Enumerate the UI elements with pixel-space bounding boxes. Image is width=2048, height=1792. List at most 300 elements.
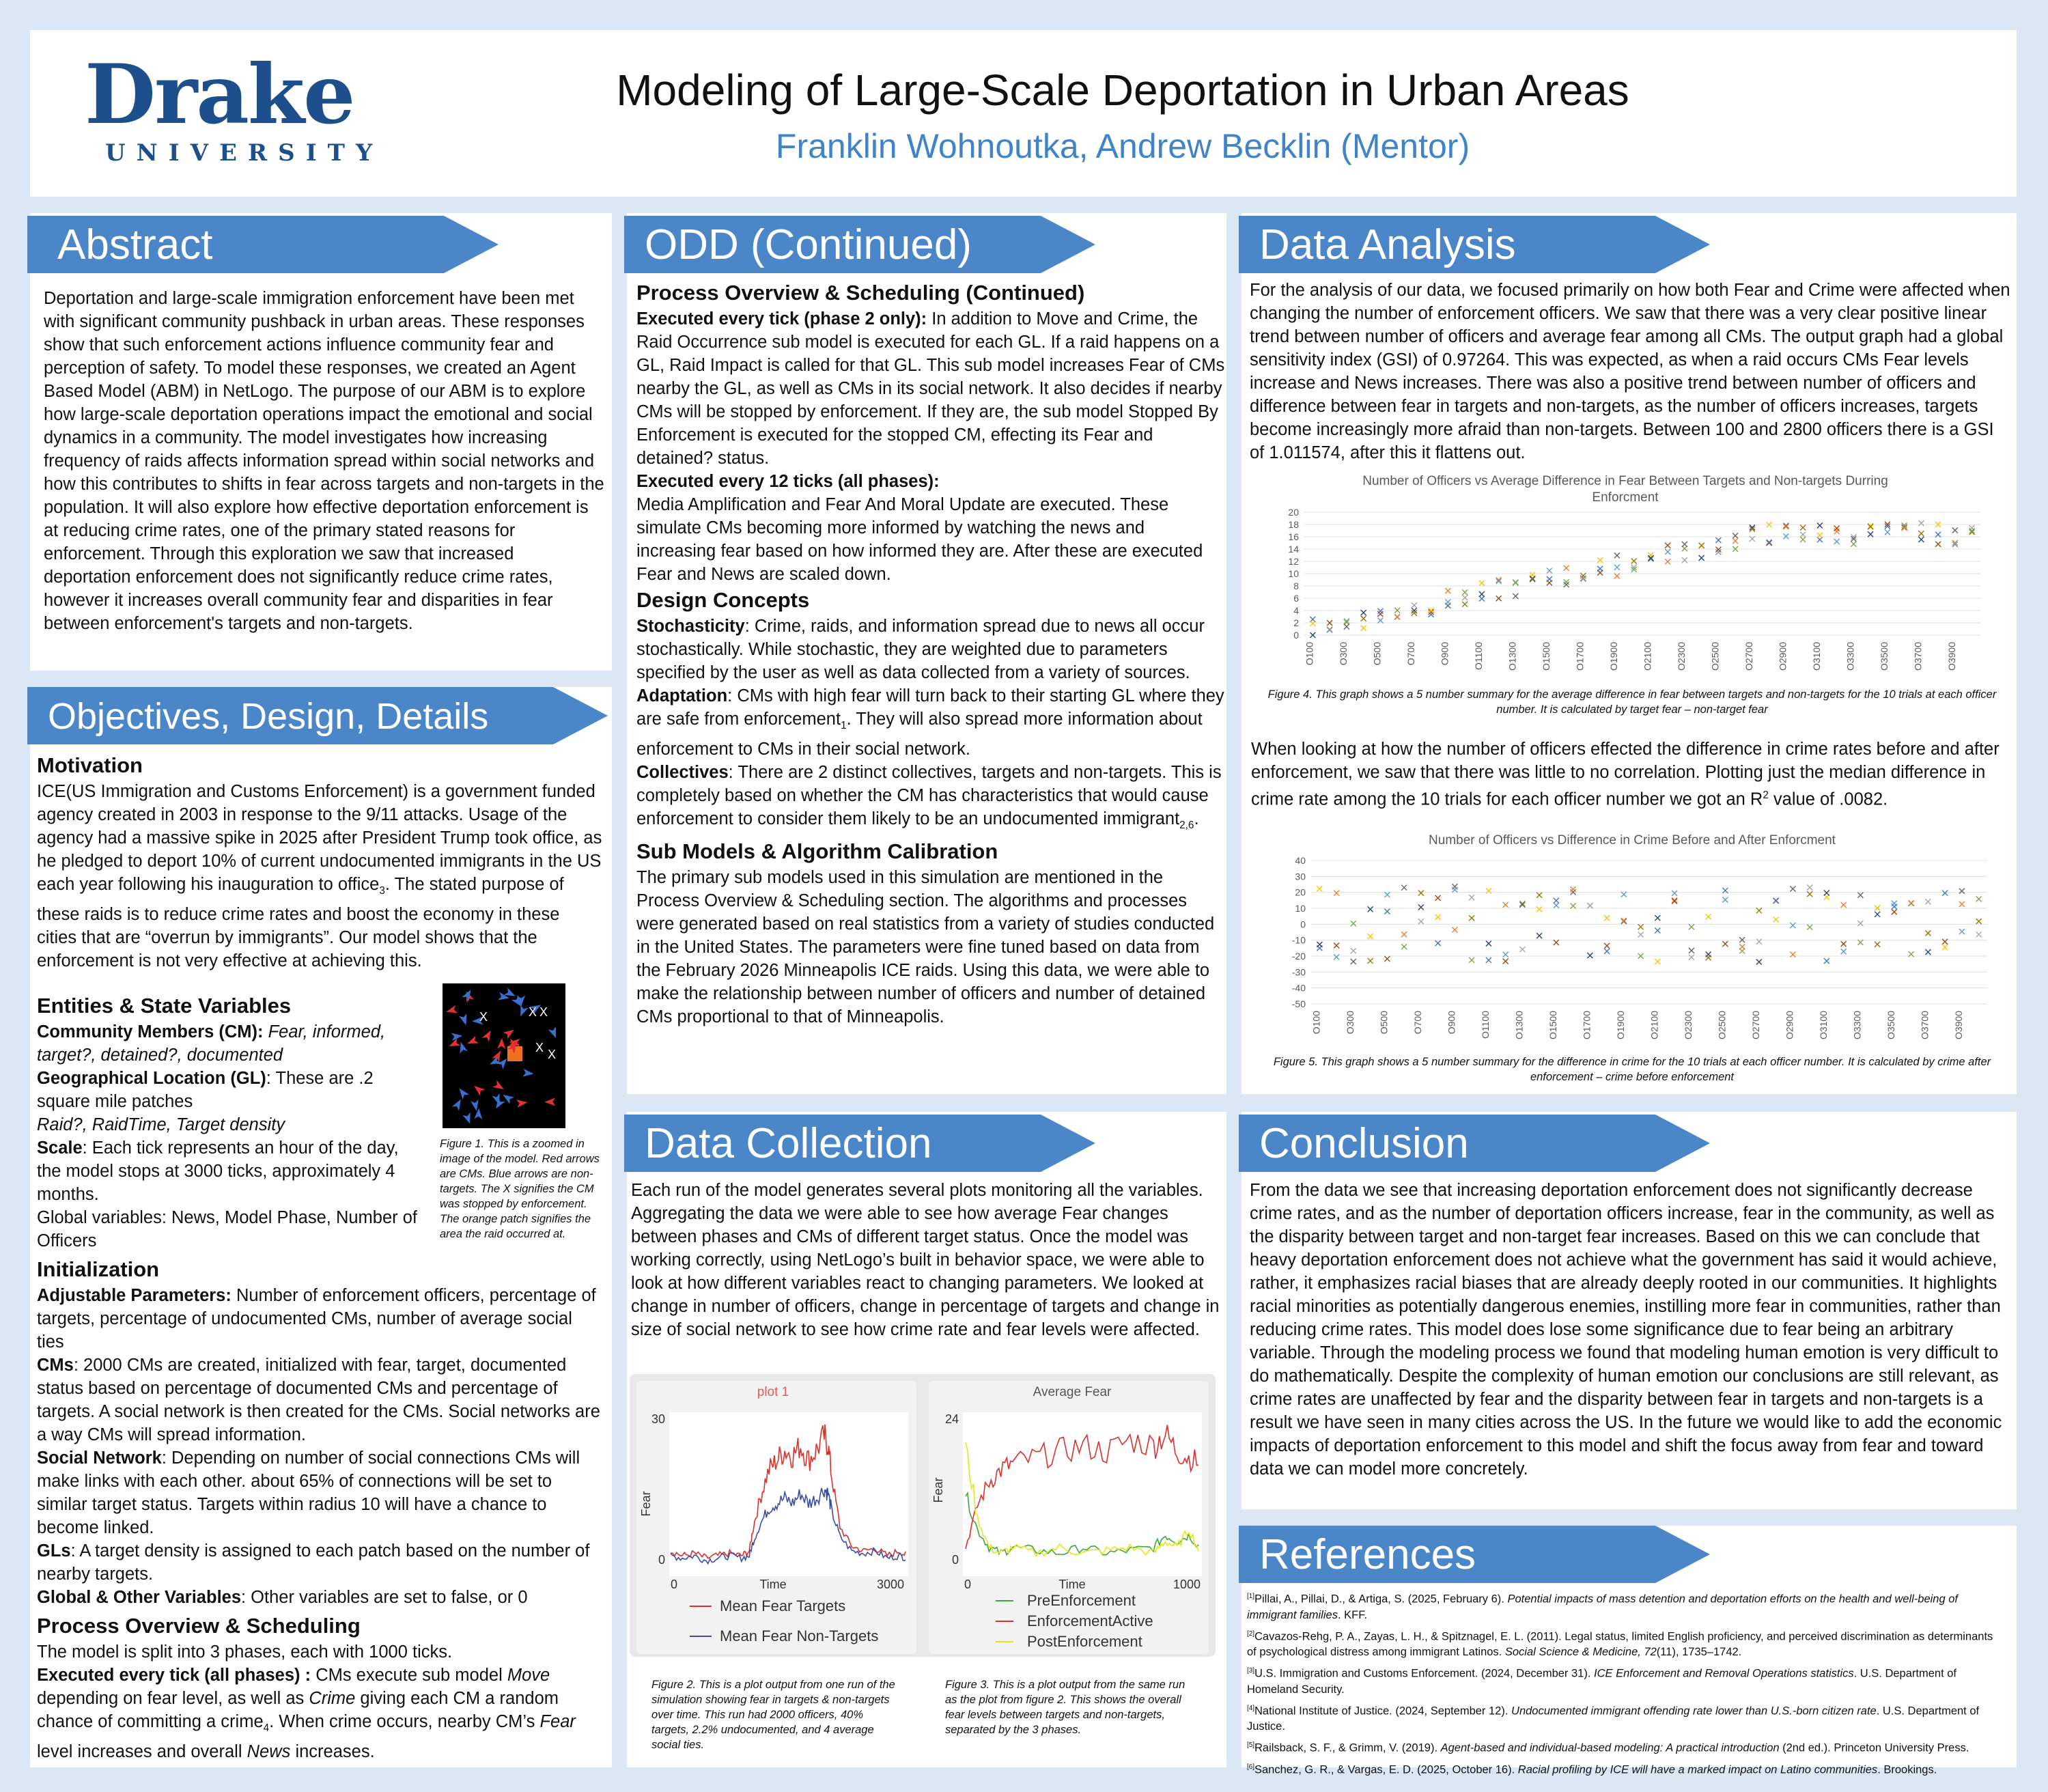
data-point [1580,576,1586,582]
data-point [1841,941,1847,947]
odd-stoch-text: : Crime, raids, and information spread due to news all occur stochastically. While stochastic, they are weighted due to parameters specified by the user as well as data collected from a variety of sources. [636,617,1205,682]
references-heading: References [1259,1531,1476,1578]
data-point [1976,919,1982,924]
data-point [1918,531,1924,536]
x-tick-label: O3300 [1851,1011,1863,1040]
x-tick-label: O2700 [1750,1011,1761,1040]
every-text-3: giving each CM a random chance of committing a crime [37,1689,559,1731]
data-point [1361,616,1366,621]
y-tick-label: 8 [1293,580,1299,591]
conclusion-heading: Conclusion [1259,1120,1469,1167]
y-tick-label: 12 [1288,556,1299,567]
scale-label: Scale [37,1138,83,1158]
stopped-marker: X [547,1048,557,1061]
data-point [1672,897,1677,903]
data-point [1486,957,1491,963]
data-point [1394,614,1400,619]
y-tick-label: 30 [1295,871,1306,882]
entities-heading: Entities & State Variables [37,994,292,1018]
x-tick-label: O500 [1378,1011,1390,1035]
data-point [1317,942,1322,947]
data-point [1638,932,1644,938]
data-point [1841,949,1847,954]
data-point [1969,525,1975,531]
data-point [1909,900,1914,906]
odd-p12-label: Executed every 12 ticks (all phases) [636,472,934,491]
y-tick-label: 4 [1293,605,1299,616]
data-point [1621,918,1627,923]
data-point [1935,542,1941,547]
data-point [1614,574,1620,579]
y-tick-label: 40 [1295,855,1306,866]
reference-source: (2nd ed.). Princeton University Press. [1779,1741,1969,1754]
data-point [1537,933,1542,938]
x-tick-label: O1700 [1574,642,1586,671]
reference-number: [3] [1247,1667,1254,1675]
x-tick-label: O3900 [1952,1011,1964,1040]
data-point [1817,523,1823,529]
every-label: Executed every tick (all phases) : [37,1666,311,1685]
data-point [1942,939,1948,944]
data-point [1479,591,1485,597]
data-point [1519,947,1525,952]
logo-sub: UNIVERSITY [105,139,384,167]
data-point [1469,895,1474,900]
data-analysis-heading: Data Analysis [1259,221,1516,268]
x-tick-label: O3100 [1810,642,1822,671]
analysis-sup: 2 [1763,789,1769,801]
data-point [1699,543,1705,548]
x-tick-label: O3100 [1817,1011,1829,1040]
abstract-panel [30,213,612,671]
gl-label: Geographical Location (GL) [37,1069,266,1088]
data-point [1401,932,1407,937]
data-point [1554,898,1559,904]
figure-3-plot [929,1381,1209,1654]
y-tick-label: 16 [1288,531,1299,542]
data-point [1885,529,1890,535]
data-point [1614,565,1620,570]
figure-2-plot [636,1381,916,1654]
drake-logo [85,46,384,180]
data-point [1834,526,1840,531]
odd-p2-label: Executed every tick (phase 2 only): [636,309,927,328]
data-point [1706,955,1711,960]
x-tick-label: O3900 [1946,642,1957,671]
x-tick-label: O2300 [1675,642,1687,671]
data-point [1384,956,1390,962]
data-point [1648,555,1653,561]
odd-adapt-text-2: . They will also spread more information about enforcement to CMs in their social network. [636,710,1203,759]
data-point [1564,565,1569,571]
data-point [1824,958,1829,964]
data-point [1334,942,1339,948]
y-tick-label: 14 [1288,544,1299,555]
data-point [1682,542,1687,547]
data-point [1519,902,1525,908]
figure-3-caption: Figure 3. This is a plot output from the same run as the plot from figure 2. This shows the overall fear levels between targets and non-targets, separated by the 3 phases. [945,1679,1186,1736]
data-analysis-text-1: For the analysis of our data, we focused primarily on how both Fear and Crime were affected when changing the number of enforcement officers. We saw that there was a very clear positive linear trend between number of officers and average fear among all CMs. The output graph had a global sensitivity index (GSI) of 0.97264. This was expected, as when a raid occurs CMs Fear levels increase and News increases. There was also a positive trend between number of officers and difference between fear in targets and non-targets, as the number of officers increases, targets become increasingly more afraid than non-targets. Between 100 and 2800 officers there is a GSI of 1.011574, after this it flattens out. [1250,281,2010,462]
data-point [1344,624,1349,630]
every-news: News [247,1742,291,1762]
chart-4-title-line-1: Number of Officers vs Average Difference in Fear Between Targets and Non-targets Durring [1362,474,1888,488]
data-point [1462,595,1468,600]
data-point [1857,893,1863,898]
x-tick-label: O700 [1412,1011,1423,1035]
data-point [1435,940,1441,946]
data-point [1942,891,1948,896]
data-point [1925,949,1931,955]
odd-coll-label: Collectives [636,763,729,783]
x-tick-label: O100 [1304,642,1315,666]
figure-2-caption: Figure 2. This is a plot output from one run of the simulation showing fear in targets & non-targets over time. This run had 2000 officers, 40% targets, 2.2% undocumented, and 4 average social ties. [651,1679,895,1751]
data-point [1655,959,1660,964]
data-point [1452,884,1457,889]
adj-text: Number of enforcement officers, percentage of targets, percentage of undocumented CMs, number of average social ties [37,1286,596,1352]
references-list [1247,1588,2005,1780]
adj-label: Adjustable Parameters: [37,1286,232,1305]
every-text-2: depending on fear level, as well as [37,1689,309,1708]
odd-coll-text: : There are 2 distinct collectives, targets and non-targets. This is completely based on whether the CM has characteristics that would cause enforcement to consider them likely to be an undocumented immigrant [636,763,1222,829]
data-point [1773,917,1779,923]
reference-number: [6] [1247,1763,1254,1771]
reference-number: [1] [1247,1593,1254,1600]
stopped-marker: X [539,1005,548,1019]
data-point [1959,901,1965,907]
data-point [1857,921,1863,926]
stopped-marker: X [479,1010,488,1024]
x-tick-label: O1300 [1506,642,1518,671]
conclusion-text: From the data we see that increasing deportation enforcement does not significantly decrease crime rates, and as the number of deportation officers increase, fear in the community, as well as the disparity between target and non-target fear increases. Based on this we can conclude that heavy deportation enforcement does not achieve what the government has said it would achieve, rather, it emphasizes racial biases that are already deeply rooted in our communities. It highlights racial minorities as potentially dangerous enemies, instilling more fear in communities, rather than reducing crime rates. This model does lose some significance due to fear being an arbitrary variable. Through the modeling process we found that modeling human emotion is very difficult to do mathematically. Despite the complexity of human emotion our conclusions are still relevant, as crime rates are unaffected by fear and the disparity between fear in targets and non-targets is a result we have seen in many cities across the US. In the future we would like to add the economic impacts of deportation enforcement to this model and shift the focus away from fear and toward data we can model more concretely. [1250,1181,2002,1479]
y-tick-label: 2 [1293,617,1299,628]
x-tick-label: O700 [1405,642,1416,666]
data-point [1655,927,1660,933]
data-point [1892,909,1897,914]
data-point [1665,543,1670,548]
reference-source: (11), 1735–1742. [1656,1646,1742,1658]
x-tick-label: O1900 [1614,1011,1626,1040]
data-point [1918,520,1924,526]
data-point [1469,957,1474,963]
motivation-text-2: . The stated purpose of these raids is to reduce crime rates and boost the economy in these cities that are “overrun by immigrants”. Our model shows that the enforcement is not very effective at achieving this. [37,875,564,971]
data-point [1519,901,1525,906]
gov-label: Global & Other Variables [37,1588,242,1607]
x-tick-label: O300 [1337,642,1349,666]
data-point [1418,919,1424,924]
data-point [1368,958,1373,964]
poster-header [30,30,2017,197]
data-point [1435,914,1441,920]
reference-source: . U.S. Department of Justice. [1247,1705,1980,1733]
y-tick-label: 6 [1293,593,1299,604]
data-point [1918,537,1924,542]
data-point [1976,932,1982,937]
data-point [1834,539,1840,544]
data-point [1682,557,1687,563]
every-crime: Crime [309,1689,356,1708]
data-point [1368,906,1373,912]
data-point [1571,904,1576,909]
reference-number: [5] [1247,1741,1254,1749]
data-point [1334,954,1339,960]
reference-authors: Sanchez, G. R., & Vargas, E. D. (2025, October 16). [1254,1763,1518,1776]
data-point [1351,948,1356,953]
data-point [1401,944,1407,949]
data-point [1925,930,1931,936]
data-point [1462,589,1468,595]
reference-title: Agent-based and individual-based modeling: A practical introduction [1440,1741,1780,1754]
data-point [1445,588,1450,593]
chart-4-title-line-2: Enforcment [1592,490,1659,505]
data-point [1952,527,1958,533]
odd-p12-text: Media Amplification and Fear And Moral Update are executed. These simulate CMs becoming more informed by watching the news and increasing fear based on how informed they are. After these are executed Fear and News are scaled down. [636,495,1203,584]
data-point [1604,915,1610,921]
data-collection-heading: Data Collection [645,1120,932,1167]
data-point [1587,953,1593,958]
data-point [1530,576,1535,581]
plot-2-xmax: 1000 [1173,1578,1201,1591]
data-point [1902,525,1907,531]
every-fear: Fear [539,1712,576,1731]
data-point [1868,531,1873,537]
plot-1-ymax: 30 [651,1412,665,1426]
objectives-entities: Entities & State Variables Community Members (CM): Fear, informed, target?, detained?, documented Geographical Location (GL): These are .2 square mile patches Raid?, RaidTime, Target density Scale: Each tick represents an hour of the day, the model stops at 3000 ticks, approximately 4 months. Global variables: News, Model Phase, Number of Officers [37,992,426,1252]
x-tick-label: O2900 [1784,1011,1795,1040]
chart-5-title: Number of Officers vs Difference in Crime Before and After Enforcment [1429,833,1836,848]
reference-source: . Brookings. [1877,1763,1937,1776]
data-point [1783,533,1789,539]
objectives-heading: Objectives, Design, Details [48,696,489,737]
data-point [1368,934,1373,939]
cms-text: : 2000 CMs are created, initialized with fear, target, documented status based on percentage of documented CMs and percentage of targets. A social network is then created for the CMs. Social networks are a way CMs will spread information. [37,1356,600,1444]
data-point [1824,891,1829,896]
data-point [1942,944,1948,950]
data-point [1377,611,1383,617]
plot-2-legend-pre: PreEnforcement [1027,1592,1136,1609]
data-point [1479,580,1485,586]
plot-1-ymin: 0 [658,1553,665,1567]
data-point [1722,897,1728,902]
data-point [1648,552,1653,558]
data-point [1351,921,1356,926]
gl-vars: Raid?, RaidTime, Target density [37,1115,285,1134]
odd-coll-cite: 2,6 [1179,820,1194,832]
data-point [1665,549,1670,555]
data-point [1327,627,1332,632]
reference-item [1247,1626,2005,1661]
data-point [1384,909,1390,914]
data-point [1537,893,1542,898]
data-point [1834,529,1840,534]
data-point [1807,925,1812,930]
reference-authors: Railsback, S. F., & Grimm, V. (2019). [1254,1741,1441,1754]
data-point [1452,887,1457,893]
reference-authors: National Institute of Justice. (2024, September 12). [1254,1705,1512,1717]
data-point [1604,949,1610,954]
data-point [1715,547,1721,552]
data-point [1462,602,1468,607]
data-point [1706,914,1711,919]
plot-2-ylabel: Fear [931,1477,945,1503]
data-point [1554,940,1559,945]
reference-title: Potential impacts of mass detention and deportation efforts on the health and well-being of immigrant families [1247,1593,1958,1621]
data-point [1756,908,1762,913]
x-tick-label: O2500 [1709,642,1721,671]
data-analysis-text-2 [1251,738,2002,811]
data-point [1733,533,1738,538]
data-point [1817,533,1823,538]
odd-adapt-text: : CMs with high fear will turn back to their starting GL where they are safe from enforcement [636,686,1224,729]
y-tick-label: 0 [1300,919,1306,930]
data-point [1597,557,1603,563]
reference-authors: Pillai, A., Pillai, D., & Artiga, S. (2025, February 6). [1254,1593,1508,1606]
plot-2-ymin: 0 [951,1553,959,1567]
x-tick-label: O1100 [1472,642,1484,670]
reference-number: [4] [1247,1704,1254,1712]
data-point [1715,537,1721,543]
x-tick-label: O2300 [1682,1011,1694,1040]
every-cite: 4 [263,1722,270,1735]
data-point [1689,924,1694,929]
data-point [1377,618,1383,624]
data-point [1445,599,1450,604]
data-point [1587,903,1593,908]
every-text-1: CMs execute sub model [311,1666,507,1685]
x-tick-label: O3500 [1878,642,1890,671]
x-tick-label: O900 [1439,642,1450,666]
figure-1-model-image [443,983,565,1128]
plot-1-ylabel: Fear [639,1491,653,1517]
data-point [1699,555,1705,561]
odd-design-heading: Design Concepts [636,588,810,612]
reference-title: Racial profiling by ICE will have a marked impact on Latino communities [1517,1763,1878,1776]
data-point [1401,885,1407,891]
plot-2-ymax: 24 [944,1412,959,1426]
data-point [1875,912,1880,917]
gov-text: : Other variables are set to false, or 0 [241,1588,528,1607]
plot-1-xlabel: Time [759,1578,787,1591]
data-point [1841,902,1847,908]
data-point [1767,540,1772,545]
y-tick-label: 10 [1295,903,1306,914]
y-tick-label: 10 [1288,568,1299,579]
y-tick-label: 0 [1293,630,1299,641]
data-point [1868,523,1873,529]
x-tick-label: O1100 [1479,1011,1491,1039]
data-point [1733,538,1738,544]
sn-text: : Depending on number of social connections CMs will make links with each other. about 65% of connections will be set to similar target status. Targets within radius 10 will have a chance to become linked. [37,1448,580,1537]
stopped-marker: X [528,1005,537,1019]
y-tick-label: 20 [1295,886,1306,898]
pos-heading: Process Overview & Scheduling [37,1614,361,1638]
x-tick-label: O900 [1446,1011,1457,1035]
data-point [1621,919,1627,924]
x-tick-label: O2700 [1743,642,1754,671]
poster-authors: Franklin Wohnoutka, Andrew Becklin (Mentor) [775,127,1470,165]
data-point [1875,905,1880,910]
data-point [1418,905,1424,910]
y-tick-label: -20 [1291,951,1306,962]
plot-2-legend-active: EnforcementActive [1027,1612,1153,1629]
data-point [1564,579,1569,585]
data-point [1976,896,1982,901]
every-text-4: . When crime occurs, nearby CM’s [269,1712,540,1731]
reference-authors: Cavazos-Rehg, P. A., Zayas, L. H., & Spitznagel, E. L. (2011). Legal status, limited English proficiency, and perceived discrimination as determinants of psychological distress among immigrant Latinos. [1247,1630,1993,1658]
data-point [1715,549,1721,555]
figure-1-caption: Figure 1. This is a zoomed in image of the model. Red arrows are CMs. Blue arrows are non-targets. The X signifies the CM was stopped by enforcement. The orange patch signifies the area the raid occurred at. [440,1138,600,1240]
data-point [1614,552,1620,558]
odd-stoch-label: Stochasticity [636,617,745,636]
data-point [1604,943,1610,949]
data-point [1486,888,1491,893]
data-collection-text: Each run of the model generates several plots monitoring all the variables. Aggregating the data we were able to see how average Fear changes between phases and CMs of different target status. Once the model was working correctly, using NetLogo’s built in behavior space, we were able to look at how different variables react to changing parameters. We looked at change in number of officers, change in percentage of targets and change in size of social network to see how crime rate and fear levels were affected. [631,1181,1220,1339]
plot-2-xmin: 0 [964,1578,972,1591]
data-point [1503,902,1509,908]
data-point [1547,568,1552,574]
x-tick-label: O500 [1371,642,1383,666]
reference-title: ICE Enforcement and Removal Operations statistics [1594,1667,1854,1680]
figure-5-caption: Figure 5. This graph shows a 5 number summary for the difference in crime for the 10 trials at each officer number. It is calculated by crime after enforcement – crime before enforcement [1273,1056,1991,1083]
reference-item [1247,1663,2005,1698]
odd-heading: ODD (Continued) [645,221,972,268]
data-point [1469,915,1474,921]
x-tick-label: O1500 [1547,1011,1558,1040]
motivation-heading: Motivation [37,753,143,777]
data-point [1503,959,1509,964]
cm-label: Community Members (CM) [37,1022,258,1041]
data-point [1412,602,1417,608]
reference-item [1247,1737,2005,1756]
y-tick-label: -30 [1291,966,1306,978]
data-point [1351,959,1356,964]
data-point [1547,576,1552,582]
every-text-5: level increases and overall [37,1742,247,1762]
figure-4-caption: Figure 4. This graph shows a 5 number summary for the average difference in fear between targets and non-targets for the 10 trials at each officer number. It is calculated by target fear – non-target fear [1267,688,1997,716]
plot-1-xmax: 3000 [876,1578,904,1591]
plot-1-xmin: 0 [671,1578,678,1591]
abstract-heading: Abstract [57,221,213,268]
data-point [1384,892,1390,897]
data-point [1513,579,1518,585]
gls-label: GLs [37,1541,71,1560]
x-tick-label: O1700 [1581,1011,1593,1040]
data-point [1513,580,1518,586]
data-point [1537,906,1542,912]
plot-1-legend-targets: Mean Fear Targets [720,1597,846,1614]
data-point [1486,941,1491,947]
data-point [1756,960,1762,965]
x-tick-label: O2900 [1777,642,1789,671]
data-point [1868,524,1873,529]
motivation-cite: 3 [379,885,385,897]
data-point [1773,898,1779,904]
reference-item [1247,1759,2005,1778]
y-tick-label: -40 [1291,982,1306,994]
data-point [1554,903,1559,908]
data-point [1377,608,1383,614]
plot-1-legend-nontargets: Mean Fear Non-Targets [720,1627,879,1644]
analysis-text-2: When looking at how the number of officers effected the difference in crime rates before and after enforcement, we saw that there was little to no correlation. Plotting just the median difference in crime rate among the 10 trials for each officer number we got an R [1251,740,2000,809]
data-point [1800,537,1806,542]
data-point [1689,948,1694,953]
analysis-text-3: value of .0082. [1768,789,1888,809]
reference-title: Social Science & Medicine, 72 [1504,1646,1657,1658]
data-point [1959,888,1965,894]
data-point [1564,582,1569,587]
odd-sub-text: The primary sub models used in this simulation are mentioned in the Process Overview & Scheduling section. The algorithms and processes were generated based on real statistics from a variety of studies conducted in the United States. The parameters were fine tuned based on data from the February 2026 Minneapolis ICE raids. Using this data, we were able to make the relationship between number of officers and number of detained CMs proportional to that of Minneapolis. [636,868,1215,1027]
data-point [1790,923,1795,928]
data-point [1783,524,1789,529]
